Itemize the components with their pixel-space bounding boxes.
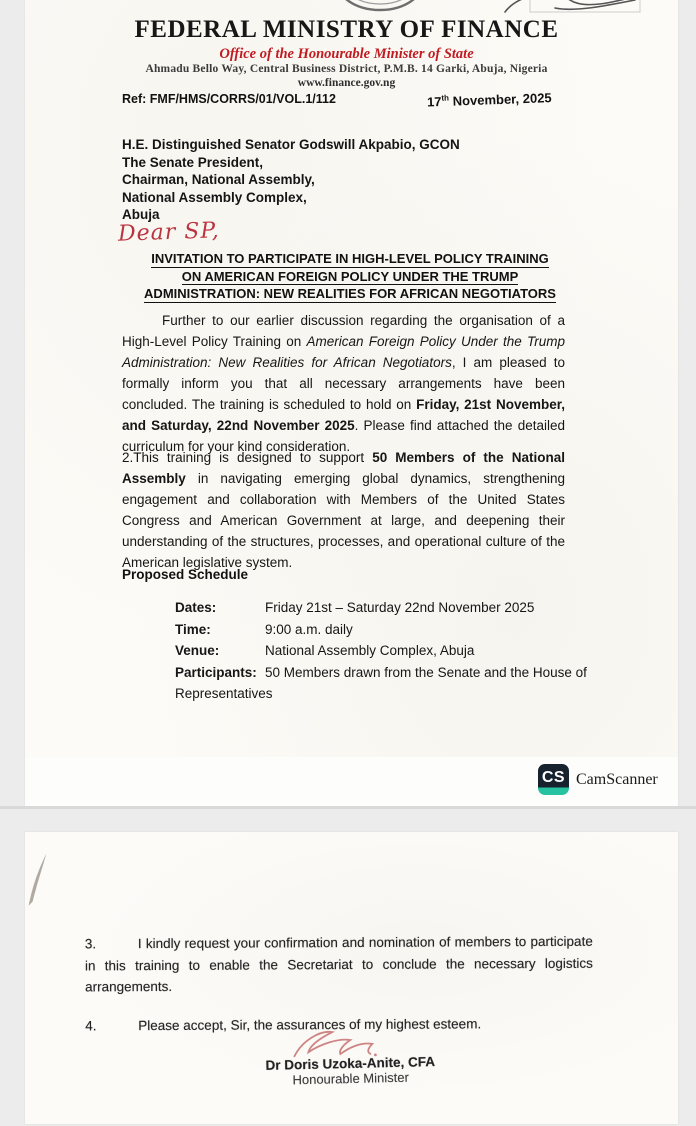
schedule-heading: Proposed Schedule xyxy=(122,567,249,582)
page-fold-mark-icon xyxy=(24,852,50,912)
schedule-label: Participants: xyxy=(175,664,257,680)
schedule-value: 50 Members drawn from the Senate and the House of Representatives xyxy=(175,664,587,701)
training-title-italic: American Foreign Policy Under the Trump Administration: New Realities for African Negotiators xyxy=(122,334,565,370)
signatory-block xyxy=(185,1052,516,1089)
schedule-row-dates xyxy=(175,597,593,619)
camscanner-label: CamScanner xyxy=(576,770,658,788)
schedule-label: Dates: xyxy=(175,600,217,615)
subject-line: ON AMERICAN FOREIGN POLICY UNDER THE TRUMP xyxy=(181,268,519,284)
addressee-line: Abuja xyxy=(122,207,160,222)
ministry-name: FEDERAL MINISTRY OF FINANCE xyxy=(134,16,559,43)
reference-number: Ref: FMF/HMS/CORRS/01/VOL.1/112 xyxy=(122,92,336,106)
page-divider xyxy=(0,806,696,809)
scanned-letter-page-2 xyxy=(25,832,678,1124)
addressee-block xyxy=(122,136,460,224)
paragraph-number: 4. xyxy=(85,1018,97,1034)
reference-row xyxy=(122,90,553,110)
schedule-label: Time: xyxy=(175,621,211,637)
schedule-label: Venue: xyxy=(175,643,220,658)
scanned-letter-page-1 xyxy=(25,0,678,806)
schedule-row-time xyxy=(175,619,593,641)
addressee-line: H.E. Distinguished Senator Godswill Akpabio, GCON xyxy=(122,137,460,152)
subject-title xyxy=(105,250,595,303)
training-dates-bold: Friday, 21st November, and Saturday, 22nd November 2025 xyxy=(122,397,566,433)
addressee-line: National Assembly Complex, xyxy=(122,189,307,205)
body-paragraph-3: 3. I kindly request your confirmation and nomination of members to participate in this training to enable the Secretariat to conclude the necessary logistics arrangements. xyxy=(84,933,593,995)
body-paragraph-2: 2.This training is designed to support 50 Members of the National Assembly in navigating emerging global dynamics, strengthening engagement and collaboration with Members of the United States Congress and American Government at large, and deepening their understanding of the structures, processes, and operational culture of the American legislative system. xyxy=(122,450,565,570)
website-line: www.finance.gov.ng xyxy=(297,77,396,89)
handwritten-salutation: Dear SP, xyxy=(117,218,221,247)
addressee-line: The Senate President, xyxy=(122,154,264,170)
ministry-seal-icon xyxy=(325,0,435,12)
signatory-name: Dr Doris Uzoka-Anite, CFA xyxy=(265,1054,436,1073)
subject-line: INVITATION TO PARTICIPATE IN HIGH-LEVEL POLICY TRAINING xyxy=(151,251,549,266)
schedule-value: 9:00 a.m. daily xyxy=(265,621,353,637)
camscanner-badge xyxy=(538,764,658,795)
addressee-line: Chairman, National Assembly, xyxy=(122,172,315,187)
letter-date: 17th November, 2025 xyxy=(427,90,553,110)
schedule-value: National Assembly Complex, Abuja xyxy=(265,643,475,658)
address-line: Ahmadu Bello Way, Central Business District, P.M.B. 14 Garki, Abuja, Nigeria xyxy=(145,63,548,75)
schedule-row-venue xyxy=(175,640,593,662)
schedule-value: Friday 21st – Saturday 22nd November 2025 xyxy=(265,600,535,615)
schedule-row-participants xyxy=(175,662,593,705)
body-paragraph-1: Further to our earlier discussion regarding the organisation of a High-Level Policy Training on American Foreign Policy Under the Trump Administration: New Realities for African Negotiators, I am pleased to formally inform you that all necessary arrangements have been concluded. The training is scheduled to hold on Friday, 21st November, and Saturday, 22nd November 2025. Please find attached the detailed curriculum for your kind consideration. xyxy=(122,313,566,454)
signatory-title: Honourable Minister xyxy=(292,1069,409,1088)
subject-line: ADMINISTRATION: NEW REALITIES FOR AFRICAN NEGOTIATORS xyxy=(144,286,556,301)
office-line: Office of the Honourable Minister of State xyxy=(219,46,474,62)
handwritten-annotation-icon xyxy=(495,0,655,16)
body-paragraph-4: 4. Please accept, Sir, the assurances of my highest esteem. xyxy=(85,1013,593,1037)
paragraph-number: 3. xyxy=(84,936,97,952)
schedule-block xyxy=(175,597,593,705)
camscanner-icon: CS xyxy=(538,764,569,795)
members-count-bold: 50 Members of the National Assembly xyxy=(122,450,565,486)
